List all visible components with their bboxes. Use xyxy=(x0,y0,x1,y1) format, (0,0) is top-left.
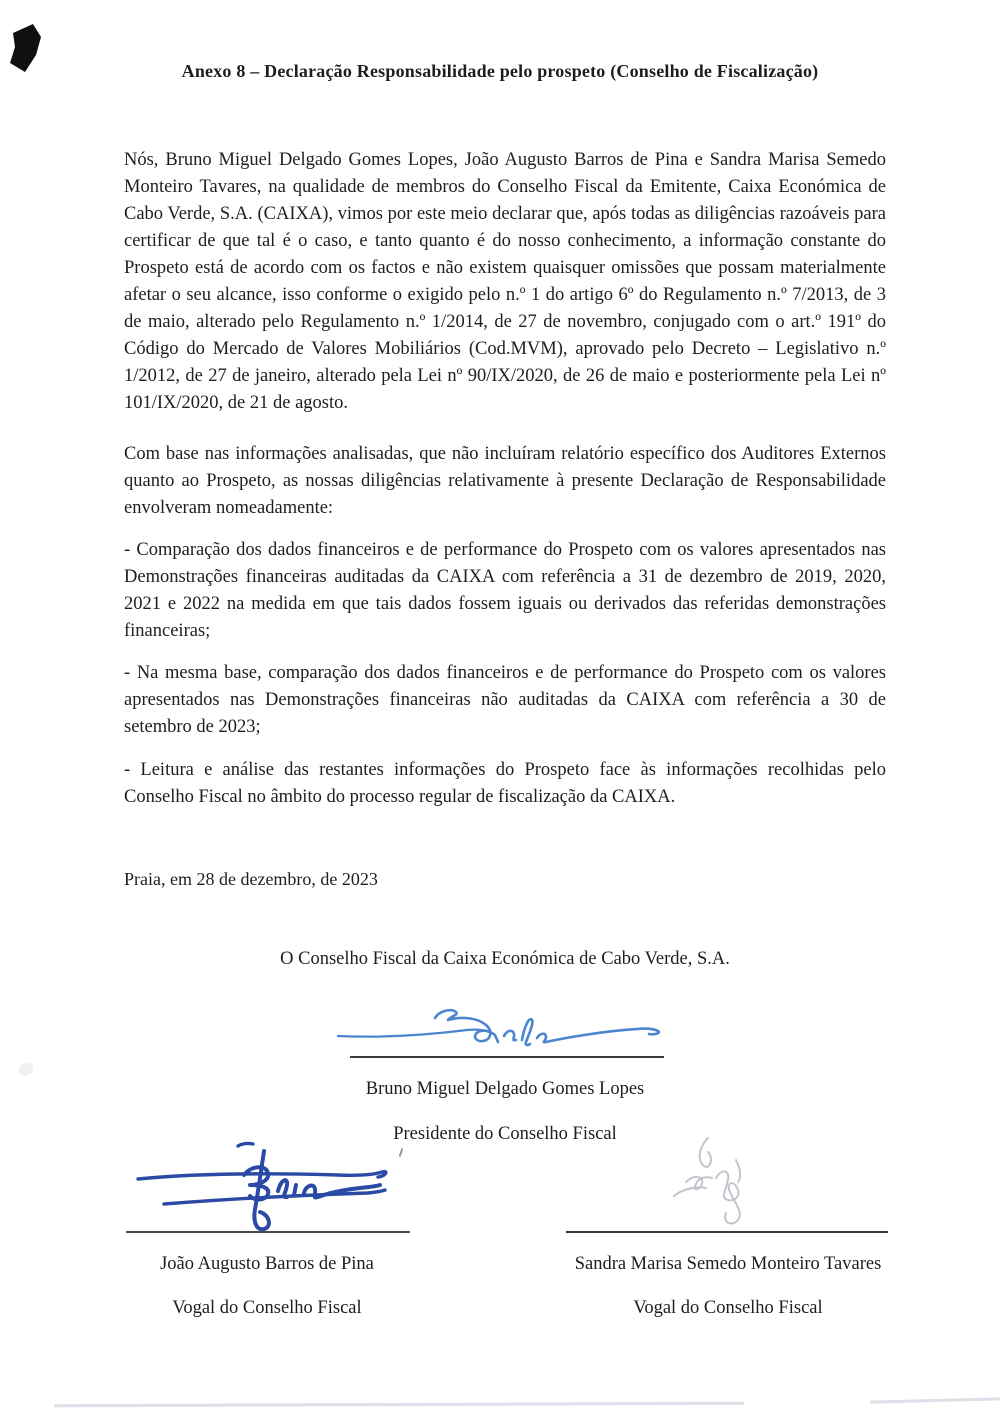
paragraph-declaration: Nós, Bruno Miguel Delgado Gomes Lopes, João Augusto Barros de Pina e Sandra Marisa Semedo Monteiro Tavares, na qualidade de membros do Conselho Fiscal da Emitente, Caixa Económica de Cabo Verde, S.A. (CAIXA), vimos por este meio declarar que, após todas as diligências razoáveis para certificar de que tal é o caso, e tanto quanto é do nosso conhecimento, a informação constante do Prospeto está de acordo com os factos e não existem quaisquer omissões que possam materialmente afetar o seu alcance, isso conforme o exigido pelo n.º 1 do artigo 6º do Regulamento n.º 7/2013, de 3 de maio, alterado pelo Regulamento n.º 1/2014, de 27 de novembro, conjugado com o art.º 191º do Código do Mercado de Valores Mobiliários (Cod.MVM), aprovado pelo Decreto – Legislativo n.º 1/2012, de 27 de janeiro, alterado pela Lei nº 90/IX/2020, de 26 de maio e posteriormente pela Lei nº 101/IX/2020, de 21 de agosto. xyxy=(124,150,886,413)
scan-smudge xyxy=(19,1063,33,1076)
signatory-role-joao: Vogal do Conselho Fiscal xyxy=(172,1298,362,1318)
signature-line-sandra xyxy=(566,1231,888,1233)
scan-edge-line-left xyxy=(54,1402,744,1407)
dateline: Praia, em 28 de dezembro, de 2023 xyxy=(124,869,378,889)
signatory-name-joao: João Augusto Barros de Pina xyxy=(160,1254,374,1274)
paragraph-basis: Com base nas informações analisadas, que não incluíram relatório específico dos Auditores Externos quanto ao Prospeto, as nossas diligências relativamente à presente Declaração de Responsabilidade envolveram nomeadamente: xyxy=(124,444,886,518)
signature-line-bruno xyxy=(350,1056,664,1058)
bullet-unaudited-statements: - Na mesma base, comparação dos dados financeiros e de performance do Prospeto com os valores apresentados nas Demonstrações financeiras não auditadas da CAIXA com referência a 30 de setembro de 2023; xyxy=(124,663,886,737)
signature-line-joao xyxy=(126,1231,410,1233)
document-title: Anexo 8 – Declaração Responsabilidade pelo prospeto (Conselho de Fiscalização) xyxy=(181,61,819,81)
signatory-name-sandra: Sandra Marisa Semedo Monteiro Tavares xyxy=(574,1254,882,1274)
signatory-name-bruno: Bruno Miguel Delgado Gomes Lopes xyxy=(365,1079,645,1099)
signature-joao-image xyxy=(118,1141,418,1233)
scan-edge-line-right xyxy=(870,1397,1000,1403)
org-line: O Conselho Fiscal da Caixa Económica de Cabo Verde, S.A. xyxy=(280,949,730,969)
signature-bruno-image xyxy=(332,998,664,1056)
bullet-reading-analysis: - Leitura e análise das restantes informações do Prospeto face às informações recolhidas pelo Conselho Fiscal no âmbito do processo regular de fiscalização da CAIXA. xyxy=(124,760,886,807)
signatory-role-bruno: Presidente do Conselho Fiscal xyxy=(393,1124,617,1144)
signature-sandra-image xyxy=(650,1128,780,1230)
signatory-role-sandra: Vogal do Conselho Fiscal xyxy=(633,1298,823,1318)
bullet-audited-statements: - Comparação dos dados financeiros e de performance do Prospeto com os valores apresentados nas Demonstrações financeiras auditadas da CAIXA com referência a 31 de dezembro de 2019, 2020, 2021 e 2022 na medida em que tais dados fossem iguais ou derivados das referidas demonstrações financeiras; xyxy=(124,540,886,641)
